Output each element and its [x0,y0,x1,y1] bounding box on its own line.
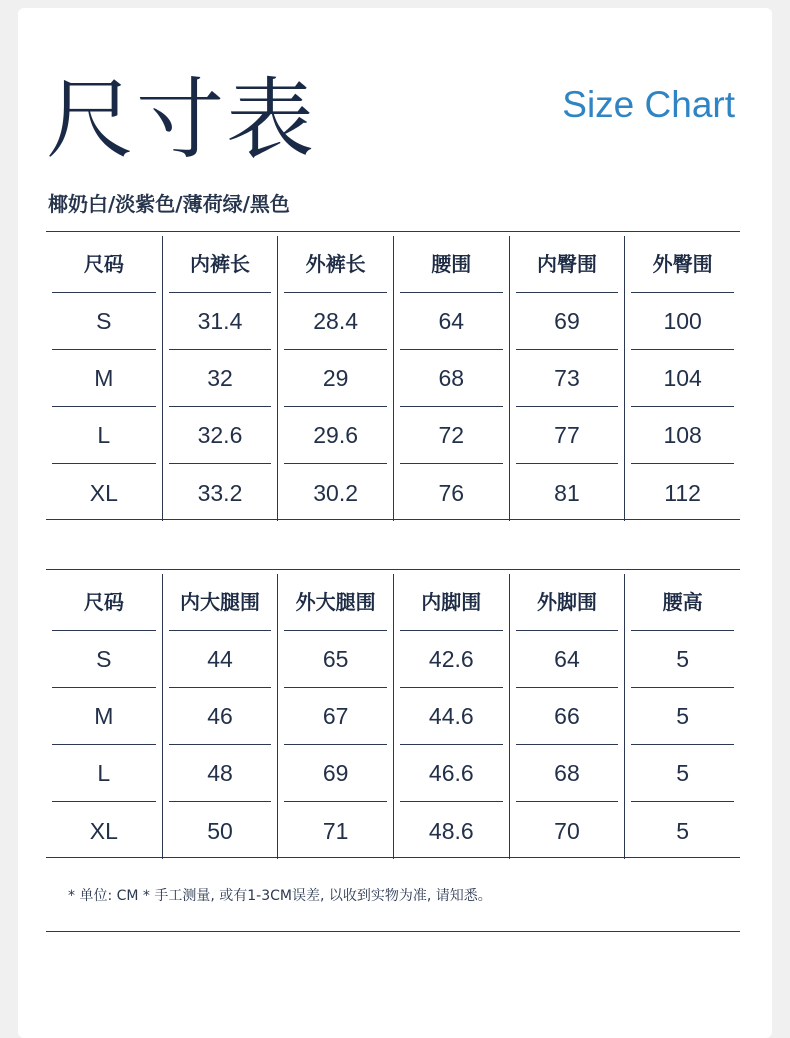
size-table-2 [46,574,740,859]
cell-text: 31.4 [169,293,272,350]
cell-text: 104 [631,350,734,407]
cell-text: XL [89,479,118,506]
table-cell [509,293,625,350]
cell-text: 48.6 [428,817,474,844]
table-header-cell [277,574,393,631]
table-row [46,464,740,521]
table-cell [624,745,740,802]
table-cell [162,293,278,350]
cell-text: 内大腿围 [169,574,272,631]
cell-text: 73 [516,350,619,407]
cell-text: 32 [169,350,272,407]
table-cell [277,407,393,464]
table-cell [624,350,740,407]
cell-text: 28.4 [284,293,387,350]
cell-text: 46.6 [400,745,503,802]
table-cell [393,464,509,521]
cell-text: 5 [676,817,690,844]
cell-text: 108 [631,407,734,464]
cell-text: 44 [169,631,272,688]
cell-text: 68 [516,745,619,802]
table-cell [46,350,162,407]
cell-text: 77 [516,407,619,464]
table-cell [393,350,509,407]
table2-bottom-rule [46,857,740,858]
cell-text: 70 [554,817,580,844]
cell-text: 尺码 [52,574,156,631]
cell-text: 腰围 [400,236,503,293]
table-cell [46,631,162,688]
table-header-cell [509,574,625,631]
cell-text: 69 [284,745,387,802]
table-cell [46,745,162,802]
table-cell [393,293,509,350]
table-cell [393,631,509,688]
table-cell [509,350,625,407]
cell-text: 内裤长 [169,236,272,293]
table-cell [277,350,393,407]
cell-text: S [52,631,156,688]
table-header-cell [277,236,393,293]
table-cell [162,350,278,407]
cell-text: 外裤长 [284,236,387,293]
color-options: 椰奶白/淡紫色/薄荷绿/黑色 [48,192,290,216]
cell-text: 内臀围 [516,236,619,293]
cell-text: 5 [631,631,734,688]
cell-text: 42.6 [400,631,503,688]
cell-text: 46 [169,688,272,745]
table-header-cell [393,236,509,293]
measurement-note: * 单位: CM * 手工测量, 或有1-3CM误差, 以收到实物为准, 请知悉。 [68,888,492,904]
table-cell [509,802,625,859]
table-header-cell [46,574,162,631]
table-header-cell [162,236,278,293]
cell-text: 外大腿围 [284,574,387,631]
table-cell [393,407,509,464]
table-cell [162,631,278,688]
cell-text: 内脚围 [400,574,503,631]
cell-text: 尺码 [52,236,156,293]
cell-text: 69 [516,293,619,350]
table-cell [393,745,509,802]
cell-text: 32.6 [169,407,272,464]
table-cell [46,802,162,859]
table-row [46,350,740,407]
table-row [46,631,740,688]
cell-text: 外臀围 [631,236,734,293]
table-cell [277,631,393,688]
table-row [46,293,740,350]
table-cell [162,407,278,464]
cell-text: 48 [169,745,272,802]
footer-rule [46,931,740,932]
table-cell [624,293,740,350]
cell-text: 64 [400,293,503,350]
table-cell [277,802,393,859]
table-cell [162,802,278,859]
table-cell [509,745,625,802]
cell-text: 5 [631,688,734,745]
table-cell [393,802,509,859]
page-title-english: Size Chart [562,84,735,125]
cell-text: 67 [284,688,387,745]
table-cell [277,464,393,521]
cell-text: XL [89,817,118,844]
cell-text: 外脚围 [516,574,619,631]
page-title: 尺寸表 [46,68,317,171]
table-cell [509,464,625,521]
table-cell [624,802,740,859]
table-cell [162,745,278,802]
table2-top-rule [46,569,740,570]
cell-text: 50 [207,817,233,844]
cell-text: 33.2 [197,479,243,506]
cell-text: 44.6 [400,688,503,745]
table-cell [277,293,393,350]
cell-text: 30.2 [313,479,359,506]
table-header-cell [509,236,625,293]
table-cell [509,688,625,745]
table-row [46,688,740,745]
table-cell [277,745,393,802]
table-cell [162,688,278,745]
table-row [46,802,740,859]
table-header-row [46,236,740,293]
table-header-row [46,574,740,631]
table-cell [46,407,162,464]
cell-text: 5 [631,745,734,802]
table-row [46,407,740,464]
table-cell [509,407,625,464]
cell-text: M [52,350,156,407]
table-cell [46,293,162,350]
cell-text: 66 [516,688,619,745]
cell-text: 68 [400,350,503,407]
table-cell [624,631,740,688]
table-header-cell [162,574,278,631]
table-cell [46,688,162,745]
cell-text: 81 [554,479,580,506]
cell-text: 112 [664,479,701,506]
table-cell [624,464,740,521]
cell-text: 腰高 [631,574,734,631]
cell-text: 76 [438,479,465,506]
cell-text: 72 [400,407,503,464]
cell-text: 65 [284,631,387,688]
cell-text: L [52,745,156,802]
table-cell [624,688,740,745]
table-header-cell [393,574,509,631]
table-header-cell [624,574,740,631]
table-cell [393,688,509,745]
table1-bottom-rule [46,519,740,520]
cell-text: 71 [322,817,349,844]
cell-text: L [52,407,156,464]
table-cell [162,464,278,521]
table-cell [277,688,393,745]
table-cell [624,407,740,464]
cell-text: 29 [284,350,387,407]
table-row [46,745,740,802]
cell-text: 64 [516,631,619,688]
table-cell [509,631,625,688]
cell-text: M [52,688,156,745]
table1-top-rule [46,231,740,232]
cell-text: 100 [631,293,734,350]
cell-text: 29.6 [284,407,387,464]
table-header-cell [46,236,162,293]
table-cell [46,464,162,521]
table-header-cell [624,236,740,293]
cell-text: S [52,293,156,350]
size-table-1 [46,236,740,521]
